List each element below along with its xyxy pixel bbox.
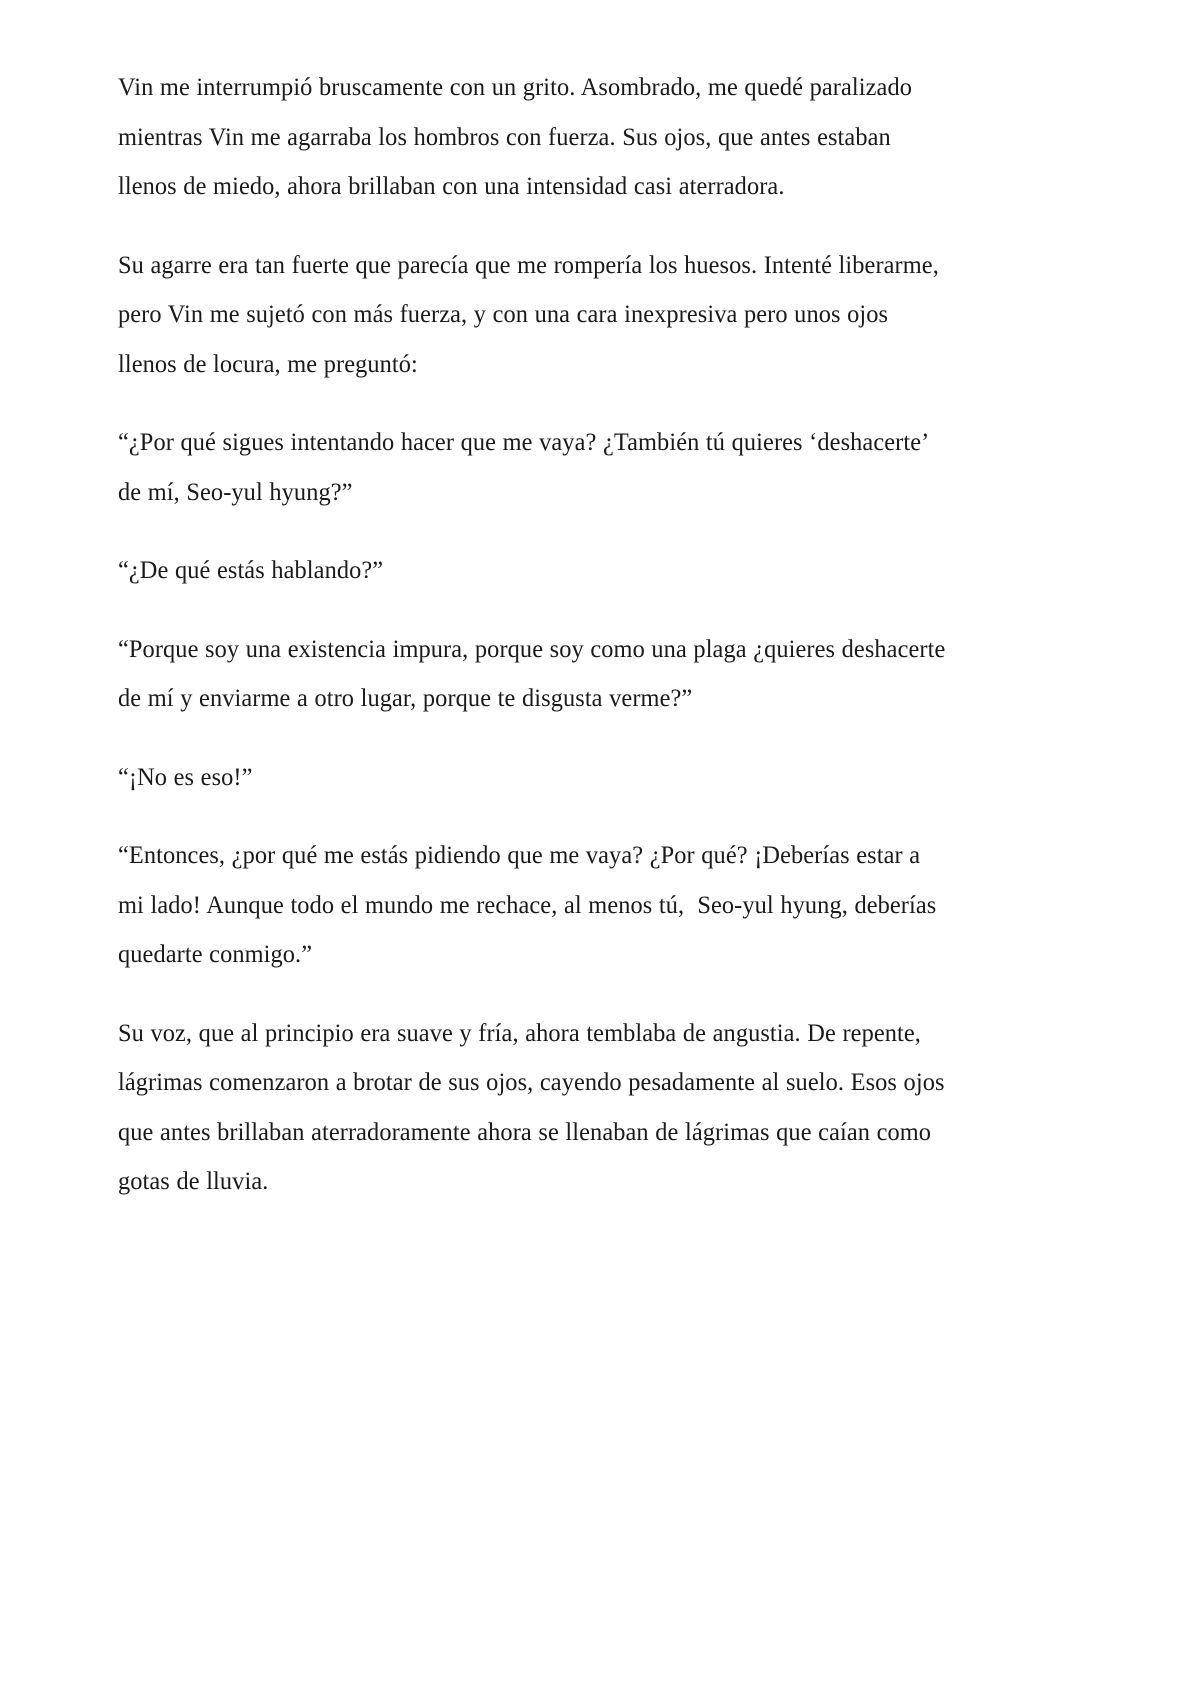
paragraph: “Porque soy una existencia impura, porque soy como una plaga ¿quieres deshacerte de mí y enviarme a otro lugar, porque te disgusta verme?”	[118, 633, 952, 712]
paragraph: “¿De qué estás hablando?”	[118, 555, 384, 584]
paragraph: “¡No es eso!”	[118, 761, 253, 791]
paragraph: Su voz, que al principio era suave y fría, ahora temblaba de angustia. De repente, lágrimas comenzaron a brotar de sus ojos, cayendo pesadamente al suelo. Esos ojos que antes brillaban aterradoramente ahora se llenaban de lágrimas que caían como gotas de lluvia.	[118, 1017, 952, 1195]
paragraph: “Entonces, ¿por qué me estás pidiendo que me vaya? ¿Por qué? ¡Deberías estar a mi lado! Aunque todo el mundo me rechace, al menos tú, Seo-yul hyung, deberías quedarte conmigo.”	[118, 840, 943, 968]
paragraph: Vin me interrumpió bruscamente con un grito. Asombrado, me quedé paralizado mientras Vin me agarraba los hombros con fuerza. Sus ojos, que antes estaban llenos de miedo, ahora brillaban con una intensidad casi aterradora.	[118, 72, 919, 200]
text-column	[118, 62, 990, 1206]
paragraph: “¿Por qué sigues intentando hacer que me vaya? ¿También tú quieres ‘deshacerte’ de mí, Seo-yul hyung?”	[118, 427, 935, 506]
paragraph: Su agarre era tan fuerte que parecía que me rompería los huesos. Intenté liberarme, pero Vin me sujetó con más fuerza, y con una cara inexpresiva pero unos ojos llenos de locura, me preguntó:	[118, 249, 946, 378]
